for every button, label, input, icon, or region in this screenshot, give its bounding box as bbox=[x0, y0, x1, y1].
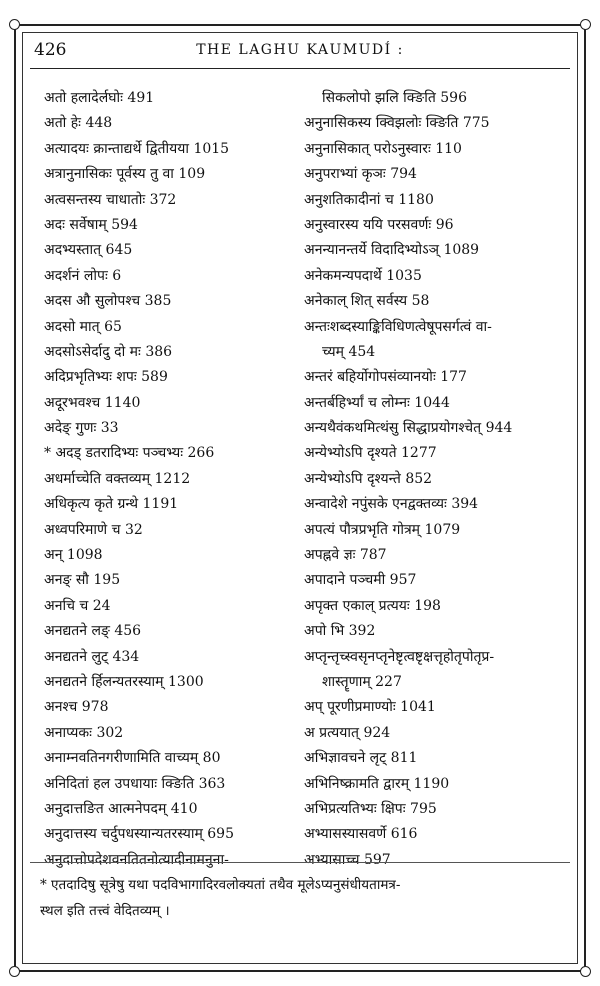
index-column-left bbox=[44, 86, 302, 873]
index-entry: अनन्यानन्तर्ये विदादिभ्योऽञ् 1089 bbox=[304, 242, 480, 259]
index-entry: अनाम्नवतिनगरीणामिति वाच्यम् 80 bbox=[44, 750, 221, 767]
footnote-line: स्थल इति तत्त्वं वेदितव्यम् । bbox=[40, 903, 170, 919]
index-entry: अत्रानुनासिकः पूर्वस्य तु वा 109 bbox=[44, 166, 206, 183]
index-entry: अनुदात्तोपदेशवनतितनोत्यादीनामनुना- bbox=[44, 851, 229, 868]
corner-ornament bbox=[9, 966, 20, 977]
index-entry: अभिज्ञावचने लृट् 811 bbox=[304, 750, 418, 767]
index-entry: अनद्यतने लङ् 456 bbox=[44, 623, 142, 640]
index-entry: अन्येभ्योऽपि दृश्यन्ते 852 bbox=[304, 470, 433, 487]
index-entry: अतो हलादेर्लघोः 491 bbox=[44, 90, 155, 106]
index-entry: च्यम् 454 bbox=[322, 343, 376, 360]
index-entry: शास्तॄणाम् 227 bbox=[322, 673, 402, 690]
index-entry: अन्तरं बहिर्योगोपसंव्यानयोः 177 bbox=[304, 369, 467, 386]
index-entry: अनुनासिकात् परोऽनुस्वारः 110 bbox=[304, 140, 462, 157]
footnote-line: * एतदादिषु सूत्रेषु यथा पदविभागादिरवलोक्यतां तथैव मूलेऽप्यनुसंधीयतामत्र- bbox=[40, 877, 401, 893]
corner-ornament bbox=[9, 19, 20, 30]
index-entry: अनुनासिकस्य क्विझलोः क्ङिति 775 bbox=[304, 115, 490, 132]
index-entry: अत्यादयः क्रान्ताद्यर्थे द्वितीयया 1015 bbox=[44, 140, 230, 157]
index-entry: अनिदितां हल उपधायाः क्ङिति 363 bbox=[44, 775, 226, 792]
index-entry: अपादाने पञ्चमी 957 bbox=[304, 572, 417, 589]
index-entry: अदस औ सुलोपश्च 385 bbox=[44, 293, 172, 310]
index-entry: अधर्माच्चेति वक्तव्यम् 1212 bbox=[44, 470, 191, 487]
footnote bbox=[40, 872, 564, 924]
index-entry: अनङ् सौ 195 bbox=[44, 572, 121, 589]
index-entry: अन्वादेशे नपुंसके एनद्वक्तव्यः 394 bbox=[304, 496, 479, 513]
index-entry: अन् 1098 bbox=[44, 547, 103, 564]
index-entry: अपृक्त एकाल् प्रत्ययः 198 bbox=[304, 597, 441, 614]
index-entry: अध्वपरिमाणे च 32 bbox=[44, 521, 143, 538]
index-entry: अपत्यं पौत्रप्रभृति गोत्रम् 1079 bbox=[304, 521, 461, 538]
page-header bbox=[30, 36, 570, 69]
index-entry: अप्तृन्तृच्स्वसृनप्तृनेष्टृत्वष्टृक्षत्तृहोतृपोतृप्र- bbox=[304, 648, 495, 665]
index-entry: अन्यथैवंकथमित्थंसु सिद्धाप्रयोगश्चेत् 944 bbox=[304, 420, 513, 437]
index-entry: अनुदात्तङित आत्मनेपदम् 410 bbox=[44, 800, 198, 817]
index-entry: * अदड् डतरादिभ्यः पञ्चभ्यः 266 bbox=[44, 445, 215, 462]
index-entry: अनुशतिकादीनां च 1180 bbox=[304, 191, 434, 208]
index-entry: अन्येभ्योऽपि दृश्यते 1277 bbox=[304, 445, 437, 462]
index-entry: अनुदात्तस्य चर्दुपधस्यान्यतरस्याम् 695 bbox=[44, 826, 234, 843]
index-entry: अनश्च 978 bbox=[44, 699, 109, 716]
index-entry: सिकलोपो झलि क्ङिति 596 bbox=[322, 90, 467, 106]
index-entry: अपह्नवे ज्ञः 787 bbox=[304, 547, 387, 564]
index-entry: अभिप्रत्यतिभ्यः क्षिपः 795 bbox=[304, 800, 437, 817]
index-entry: अन्तर्बहिर्भ्यां च लोम्नः 1044 bbox=[304, 394, 450, 411]
index-entry: अनाप्यकः 302 bbox=[44, 724, 124, 741]
index-entry: अनुपराभ्यां कृञः 794 bbox=[304, 166, 417, 183]
index-entry: अनेकाल् शित् सर्वस्य 58 bbox=[304, 293, 430, 310]
index-entry: अदभ्यस्तात् 645 bbox=[44, 242, 133, 259]
index-entry: अन्तःशब्दस्याङ्किविधिणत्वेषूपसर्गत्वं वा- bbox=[304, 318, 492, 335]
index-entry: अत्वसन्तस्य चाधातोः 372 bbox=[44, 191, 177, 208]
index-entry: अनचि च 24 bbox=[44, 597, 111, 614]
index-entry: अदः सर्वेषाम् 594 bbox=[44, 216, 138, 233]
index-entry: अभिनिष्क्रामति द्वारम् 1190 bbox=[304, 775, 450, 792]
index-entry: अनद्यतने र्हिलन्यतरस्याम् 1300 bbox=[44, 673, 204, 690]
index-entry: अनेकमन्यपदार्थे 1035 bbox=[304, 267, 422, 284]
index-entry: अनद्यतने लुट् 434 bbox=[44, 648, 140, 665]
index-entry: अ प्रत्ययात् 924 bbox=[304, 724, 391, 741]
running-title: THE LAGHU KAUMUDÍ : bbox=[196, 42, 404, 58]
index-entry: अदूरभवश्च 1140 bbox=[44, 394, 141, 411]
index-entry: अदसोऽसेर्दादु दो मः 386 bbox=[44, 343, 173, 360]
index-column-right bbox=[304, 86, 570, 873]
index-entry: अतो हेः 448 bbox=[44, 115, 113, 132]
footnote-divider bbox=[30, 862, 570, 863]
index-entry: अधिकृत्य कृते ग्रन्थे 1191 bbox=[44, 496, 179, 513]
index-entry: अभ्यासस्यासवर्णे 616 bbox=[304, 826, 418, 843]
index-entry: अनुस्वारस्य ययि परसवर्णः 96 bbox=[304, 216, 454, 233]
index-entry: अदेङ् गुणः 33 bbox=[44, 420, 119, 437]
page-number: 426 bbox=[34, 40, 67, 60]
index-entry: अपो भि 392 bbox=[304, 623, 376, 640]
index-entry: अभ्यासाच्च 597 bbox=[304, 851, 391, 868]
index-entry: अदिप्रभृतिभ्यः शपः 589 bbox=[44, 369, 168, 386]
index-entry: अदर्शनं लोपः 6 bbox=[44, 267, 122, 284]
index-entry: अप् पूरणीप्रमाण्योः 1041 bbox=[304, 699, 436, 716]
corner-ornament bbox=[580, 966, 591, 977]
index-entry: अदसो मात् 65 bbox=[44, 318, 122, 335]
corner-ornament bbox=[580, 19, 591, 30]
